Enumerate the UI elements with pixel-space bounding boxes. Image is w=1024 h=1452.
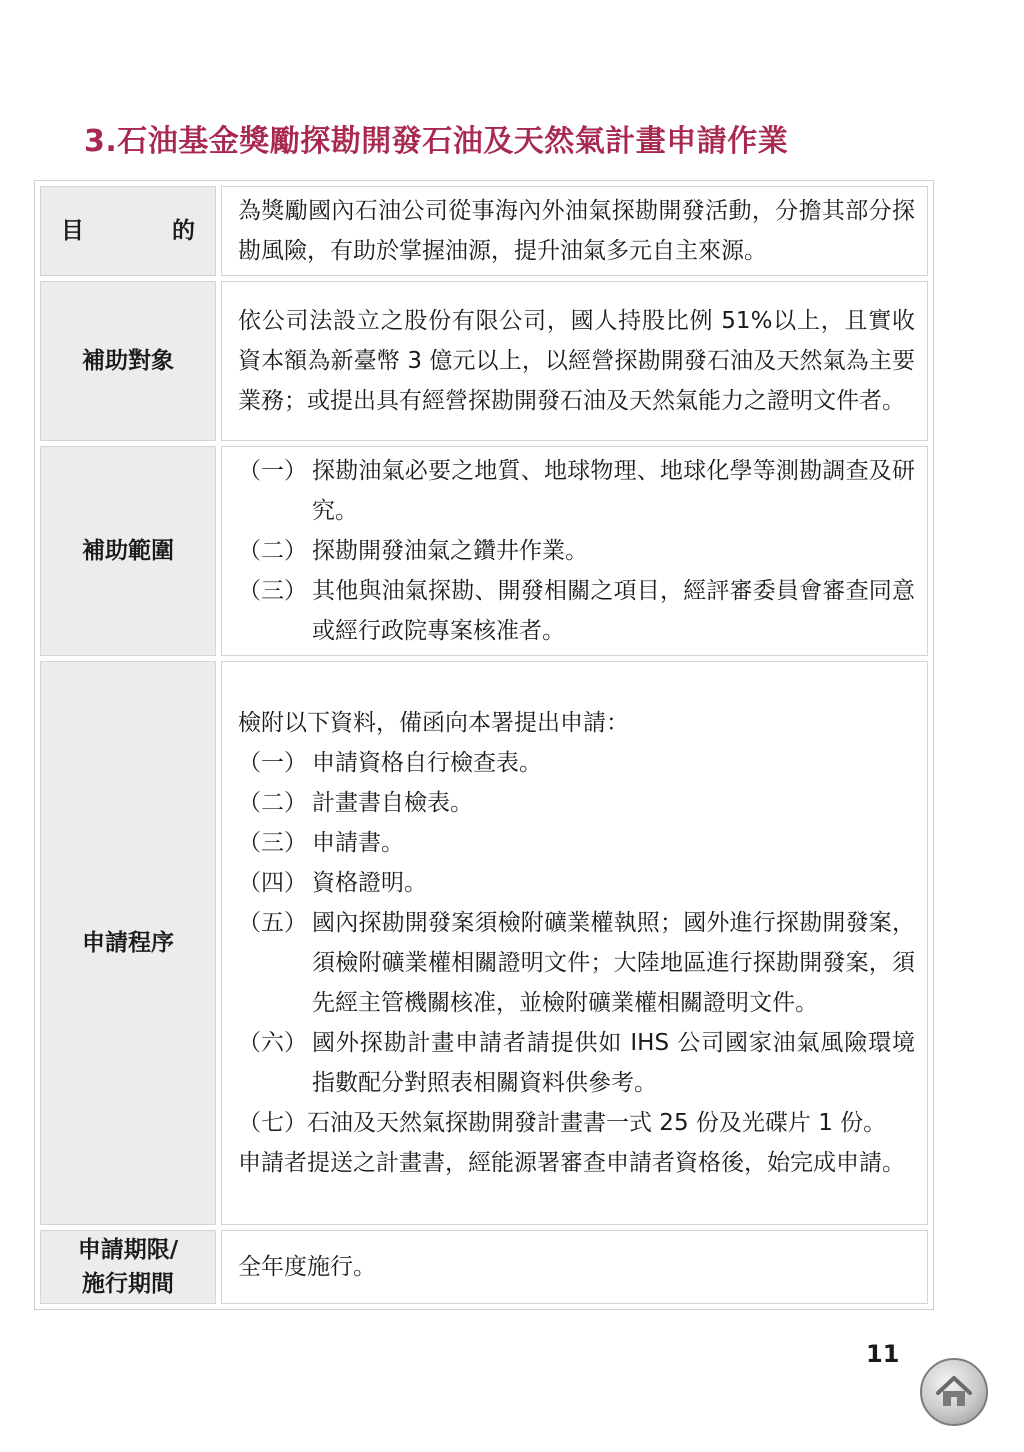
item-text: 探勘開發油氣之鑽井作業。 [312, 538, 588, 564]
list-item [238, 783, 915, 823]
item-text: 資格證明。 [312, 870, 427, 896]
item-text: 申請資格自行檢查表。 [312, 750, 542, 776]
home-button[interactable] [920, 1358, 988, 1426]
item-number: （三） [238, 578, 307, 604]
item-number: （五） [238, 910, 307, 936]
table-row [40, 281, 928, 441]
page-title: 3.石油基金獎勵探勘開發石油及天然氣計畫申請作業 [84, 124, 789, 159]
list-item [238, 903, 915, 1023]
item-text: 國外探勘計畫申請者請提供如 IHS 公司國家油氣風險環境指數配分對照表相關資料供參考。 [312, 1030, 915, 1096]
row-content-procedure [221, 661, 928, 1225]
list-item [238, 743, 915, 783]
procedure-intro: 檢附以下資料，備函向本署提出申請： [238, 710, 629, 736]
item-number: （一） [238, 750, 307, 776]
item-number: （二） [238, 790, 307, 816]
list-item [238, 531, 915, 571]
row-content-scope [221, 446, 928, 656]
table-row [40, 186, 928, 276]
row-label-procedure: 申請程序 [40, 661, 216, 1225]
item-number: （六） [238, 1030, 307, 1056]
row-content-target: 依公司法設立之股份有限公司，國人持股比例 51%以上，且實收資本額為新臺幣 3 億元以上，以經營探勘開發石油及天然氣為主要業務；或提出具有經營探勘開發石油及天然氣能力之證明文件者。 [221, 281, 928, 441]
row-content-purpose: 為獎勵國內石油公司從事海內外油氣探勘開發活動，分擔其部分探勘風險，有助於掌握油源，提升油氣多元自主來源。 [221, 186, 928, 276]
period-label-line1: 申請期限/ [77, 1237, 179, 1263]
item-number: （四） [238, 870, 307, 896]
table-row [40, 1230, 928, 1304]
page-number: 11 [866, 1340, 900, 1368]
row-label-scope: 補助範圍 [40, 446, 216, 656]
item-text: 探勘油氣必要之地質、地球物理、地球化學等測勘調查及研究。 [312, 458, 915, 524]
row-content-period: 全年度施行。 [221, 1230, 928, 1304]
item-number: （三） [238, 830, 307, 856]
procedure-item-7: （七）石油及天然氣探勘開發計畫書一式 25 份及光碟片 1 份。 [238, 1110, 887, 1136]
home-icon [934, 1372, 974, 1412]
row-label-period [40, 1230, 216, 1304]
table-row [40, 661, 928, 1225]
item-number: （一） [238, 458, 307, 484]
row-label-target: 補助對象 [40, 281, 216, 441]
item-text: 其他與油氣探勘、開發相關之項目，經評審委員會審查同意或經行政院專案核准者。 [312, 578, 915, 644]
item-text: 計畫書自檢表。 [312, 790, 473, 816]
list-item [238, 823, 915, 863]
list-item [238, 451, 915, 531]
list-item [238, 1023, 915, 1103]
table-row [40, 446, 928, 656]
list-item [238, 571, 915, 651]
item-number: （二） [238, 538, 307, 564]
info-table [34, 180, 934, 1310]
list-item [238, 863, 915, 903]
procedure-closing: 申請者提送之計畫書，經能源署審查申請者資格後，始完成申請。 [238, 1150, 905, 1176]
item-text: 國內探勘開發案須檢附礦業權執照；國外進行探勘開發案，須檢附礦業權相關證明文件；大陸地區進行探勘開發案，須先經主管機關核准，並檢附礦業權相關證明文件。 [312, 910, 915, 1016]
item-text: 申請書。 [312, 830, 404, 856]
period-label-line2: 施行期間 [82, 1271, 174, 1297]
row-label-purpose: 目的 [40, 186, 216, 276]
